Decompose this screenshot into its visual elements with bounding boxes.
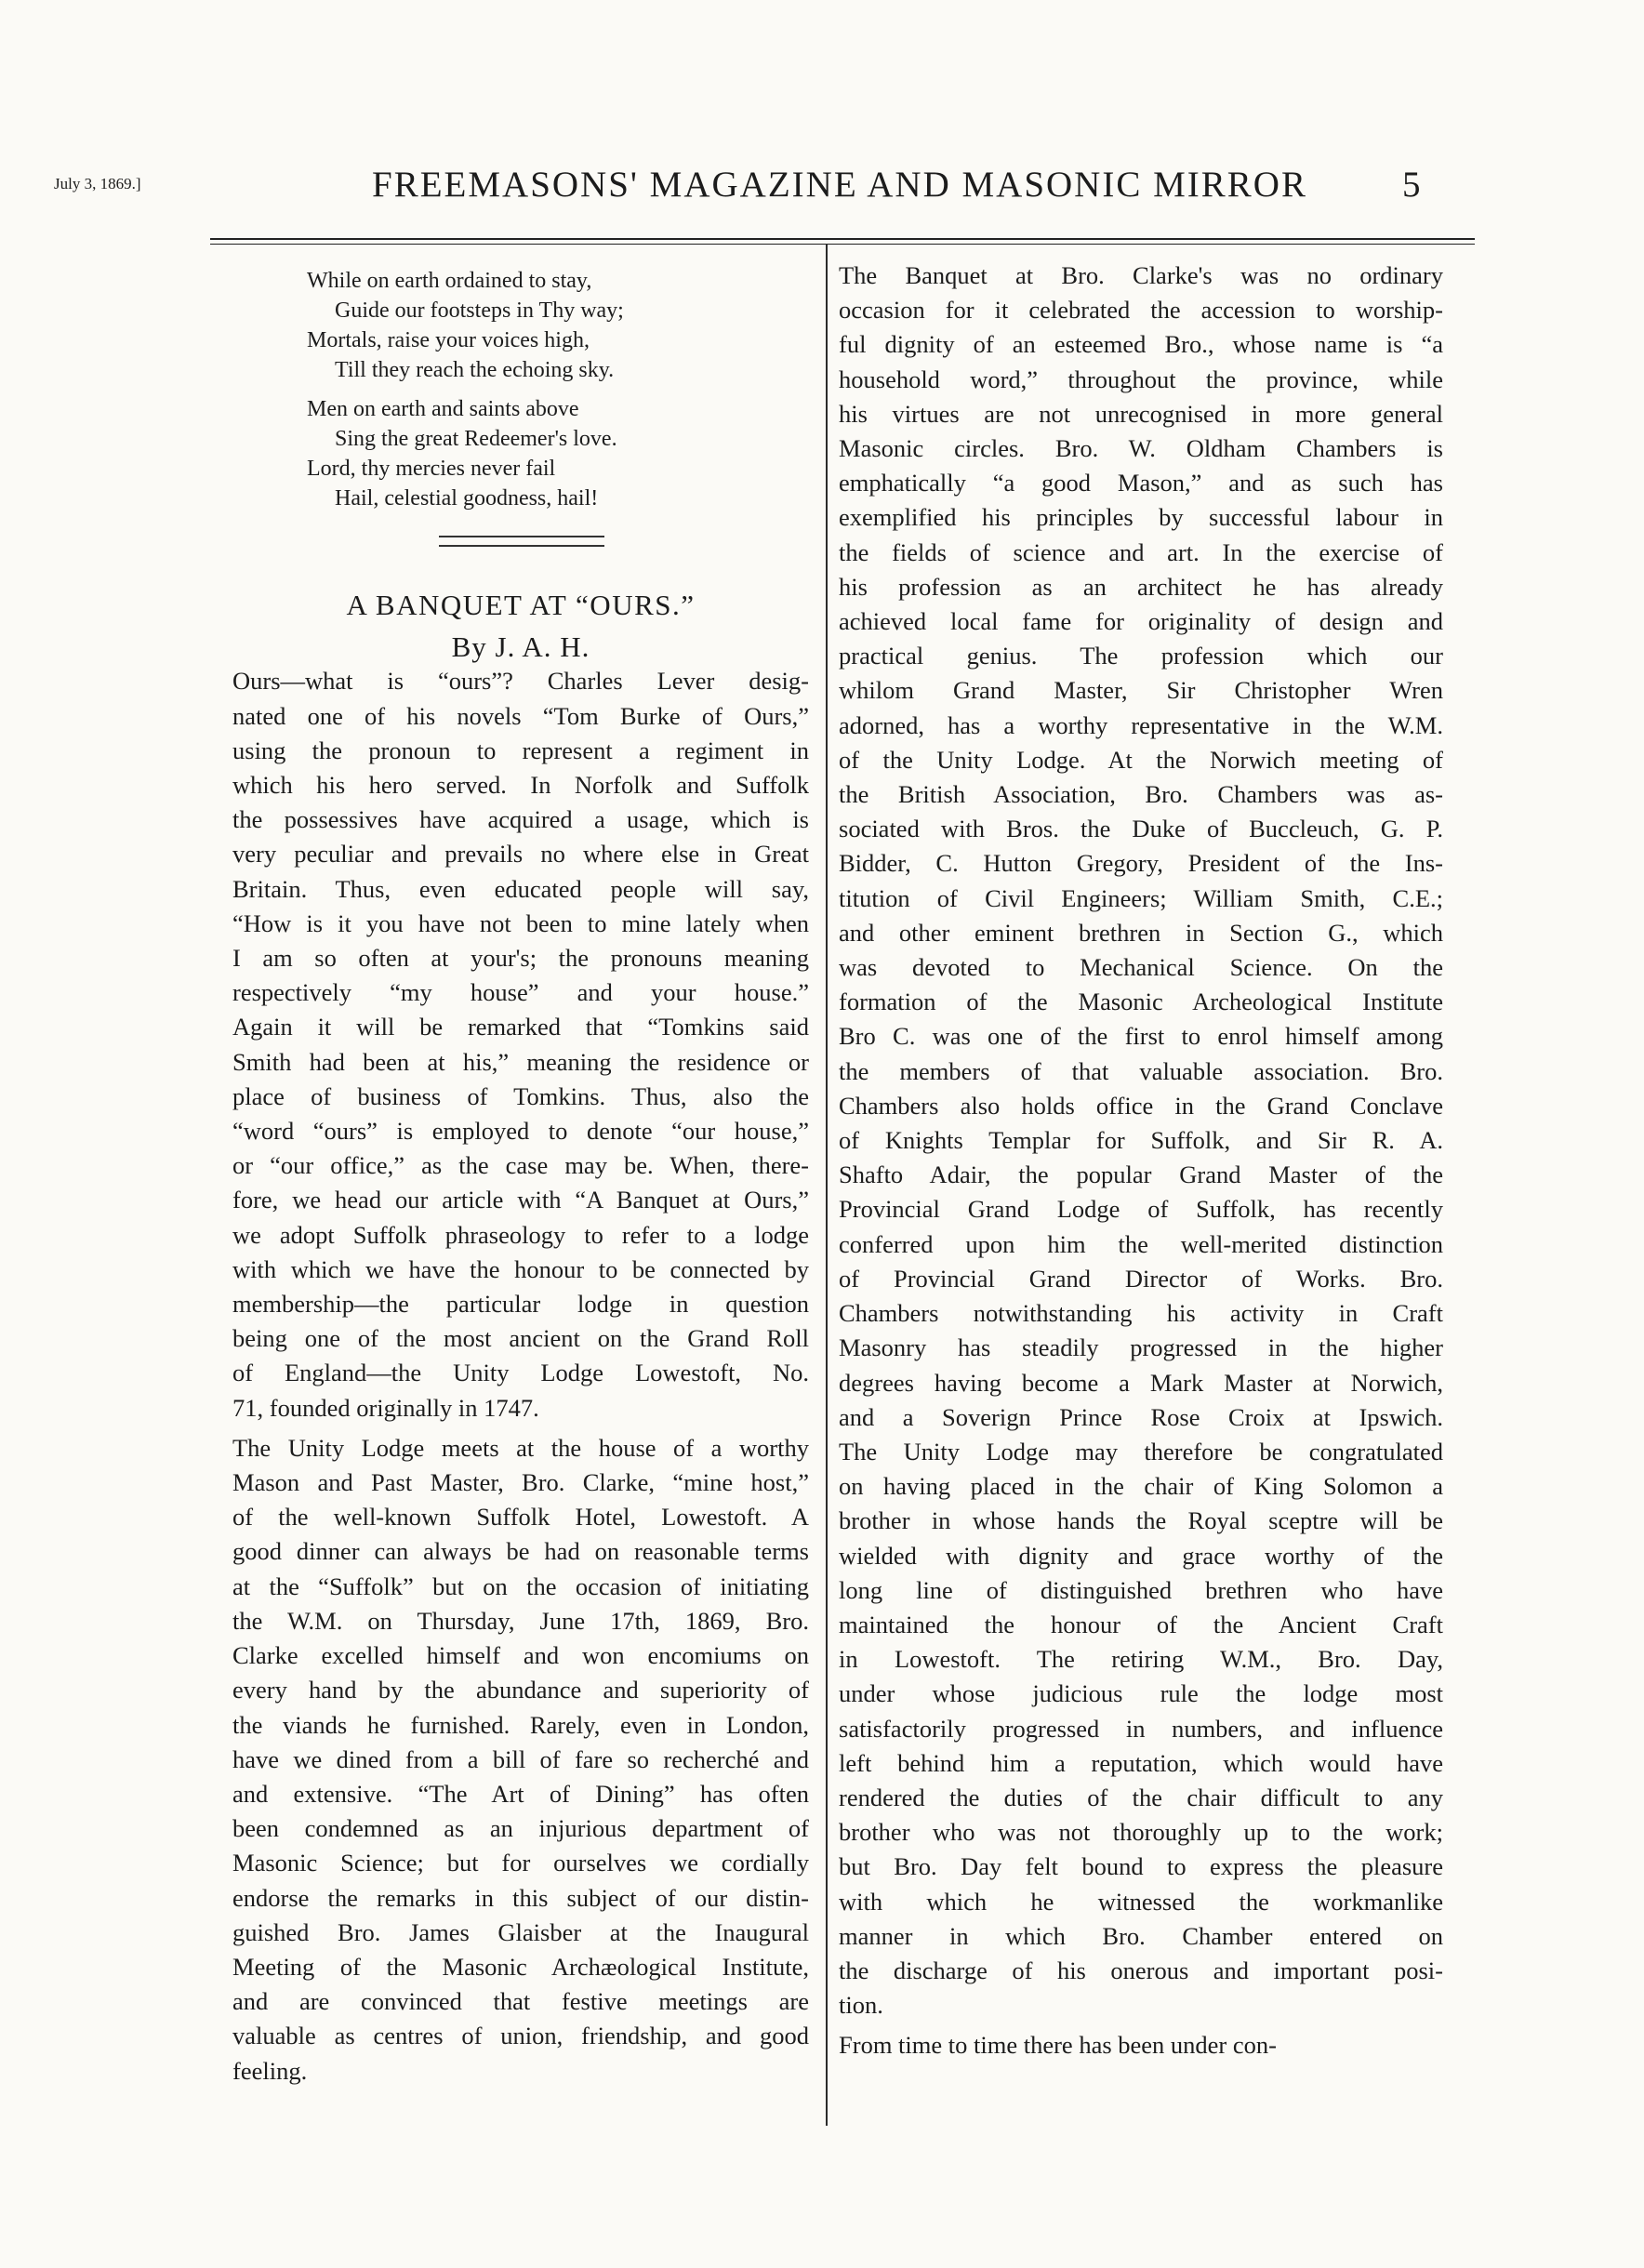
poem-line: Sing the great Redeemer's love. bbox=[335, 427, 617, 451]
text-line: achieved local fame for originality of design and bbox=[839, 607, 1443, 636]
text-line: From time to time there has been under con- bbox=[839, 2031, 1277, 2060]
poem-line: Men on earth and saints above bbox=[307, 397, 579, 421]
text-line: conferred upon him the well-merited distinction bbox=[839, 1229, 1443, 1258]
text-line: and other eminent brethren in Section G., which bbox=[839, 918, 1443, 947]
text-line: every hand by the abundance and superiority of bbox=[232, 1676, 809, 1704]
text-line: emphatically “a good Mason,” and as such has bbox=[839, 469, 1443, 497]
text-line: Again it will be remarked that “Tomkins said bbox=[232, 1013, 809, 1041]
text-line: maintained the honour of the Ancient Craft bbox=[839, 1610, 1443, 1638]
text-line: The Unity Lodge may therefore be congratulated bbox=[839, 1437, 1443, 1466]
text-line: fore, we head our article with “A Banquet at Ours,” bbox=[232, 1186, 809, 1214]
text-line: of the well-known Suffolk Hotel, Lowestoft. A bbox=[232, 1503, 809, 1532]
magazine-title: FREEMASONS' MAGAZINE AND MASONIC MIRROR bbox=[372, 165, 1307, 205]
text-line: and are convinced that festive meetings are bbox=[232, 1987, 809, 2016]
page-number: 5 bbox=[1402, 165, 1421, 205]
text-line: the possessives have acquired a usage, which is bbox=[232, 805, 809, 834]
text-line: using the pronoun to represent a regiment in bbox=[232, 736, 809, 764]
text-line: the fields of science and art. In the exercise of bbox=[839, 537, 1443, 566]
text-line: exemplified his principles by successful labour in bbox=[839, 503, 1443, 532]
text-line: the members of that valuable association. Bro. bbox=[839, 1056, 1443, 1085]
text-line: “How is it you have not been to mine lately when bbox=[232, 909, 809, 937]
text-line: been condemned as an injurious department of bbox=[232, 1814, 809, 1843]
text-line: of the Unity Lodge. At the Norwich meeting of bbox=[839, 745, 1443, 774]
article-byline: By J. A. H. bbox=[451, 630, 590, 664]
text-line: sociated with Bros. the Duke of Buccleuch, G. P. bbox=[839, 815, 1443, 843]
text-line: Bidder, C. Hutton Gregory, President of the Ins- bbox=[839, 849, 1443, 878]
column-divider bbox=[826, 244, 828, 2126]
text-line: “word “ours” is employed to denote “our house,” bbox=[232, 1117, 809, 1146]
text-line: brother in whose hands the Royal sceptre will be bbox=[839, 1506, 1443, 1535]
poem-line: Mortals, raise your voices high, bbox=[307, 328, 590, 352]
poem-line: Hail, celestial goodness, hail! bbox=[335, 486, 599, 511]
text-line: Mason and Past Master, Bro. Clarke, “mine host,” bbox=[232, 1468, 809, 1497]
text-line: whilom Grand Master, Sir Christopher Wren bbox=[839, 676, 1443, 705]
text-line: of Provincial Grand Director of Works. Bro. bbox=[839, 1264, 1443, 1293]
text-line: manner in which Bro. Chamber entered on bbox=[839, 1921, 1443, 1950]
text-line: brother who was not thoroughly up to the work; bbox=[839, 1818, 1443, 1847]
text-line: 71, founded originally in 1747. bbox=[232, 1393, 539, 1422]
text-line: practical genius. The profession which our bbox=[839, 642, 1443, 670]
text-line: wielded with dignity and grace worthy of the bbox=[839, 1541, 1443, 1570]
issue-date: July 3, 1869.] bbox=[54, 175, 141, 192]
text-line: satisfactorily progressed in numbers, and influence bbox=[839, 1714, 1443, 1743]
text-line: endorse the remarks in this subject of our distin- bbox=[232, 1883, 809, 1912]
text-line: membership—the particular lodge in question bbox=[232, 1290, 809, 1319]
text-line: which his hero served. In Norfolk and Suffolk bbox=[232, 771, 809, 800]
text-line: ful dignity of an esteemed Bro., whose name is “a bbox=[839, 330, 1443, 359]
text-line: Britain. Thus, even educated people will say, bbox=[232, 874, 809, 903]
poem bbox=[307, 266, 809, 513]
text-line: long line of distinguished brethren who have bbox=[839, 1575, 1443, 1604]
poem-line: While on earth ordained to stay, bbox=[307, 269, 592, 293]
poem-line: Till they reach the echoing sky. bbox=[335, 358, 615, 382]
text-line: his virtues are not unrecognised in more general bbox=[839, 399, 1443, 428]
text-line: titution of Civil Engineers; William Smith, C.E.; bbox=[839, 883, 1443, 912]
text-line: Masonic circles. Bro. W. Oldham Chambers is bbox=[839, 434, 1443, 463]
text-line: and extensive. “The Art of Dining” has often bbox=[232, 1779, 809, 1808]
text-line: the British Association, Bro. Chambers was as- bbox=[839, 780, 1443, 809]
poem-line: Lord, thy mercies never fail bbox=[307, 457, 556, 481]
text-line: the discharge of his onerous and important posi- bbox=[839, 1956, 1443, 1984]
text-line: with which we have the honour to be connected by bbox=[232, 1254, 809, 1283]
text-line: Provincial Grand Lodge of Suffolk, has recently bbox=[839, 1195, 1443, 1224]
text-line: guished Bro. James Glaisber at the Inaugural bbox=[232, 1917, 809, 1946]
text-line: Ours—what is “ours”? Charles Lever desig- bbox=[232, 667, 809, 696]
text-line: on having placed in the chair of King Solomon a bbox=[839, 1472, 1443, 1501]
poem-line: Guide our footsteps in Thy way; bbox=[335, 298, 624, 323]
text-line: Masonry has steadily progressed in the higher bbox=[839, 1333, 1443, 1362]
text-line: with which he witnessed the workmanlike bbox=[839, 1887, 1443, 1916]
text-line: Bro C. was one of the first to enrol himself among bbox=[839, 1022, 1443, 1051]
article-title: A BANQUET AT “OURS.” bbox=[346, 589, 696, 621]
text-line: I am so often at your's; the pronouns meaning bbox=[232, 944, 809, 973]
text-line: Chambers also holds office in the Grand Conclave bbox=[839, 1091, 1443, 1120]
text-line: Masonic Science; but for ourselves we cordially bbox=[232, 1849, 809, 1877]
text-line: formation of the Masonic Archeological Institute bbox=[839, 988, 1443, 1016]
text-line: degrees having become a Mark Master at Norwich, bbox=[839, 1368, 1443, 1397]
text-line: feeling. bbox=[232, 2056, 308, 2085]
text-line: but Bro. Day felt bound to express the pleasure bbox=[839, 1852, 1443, 1881]
text-line: nated one of his novels “Tom Burke of Ours,” bbox=[232, 701, 809, 730]
right-column bbox=[839, 259, 1443, 2063]
text-line: tion. bbox=[839, 1991, 883, 2020]
header-rule-thin bbox=[210, 244, 1475, 245]
text-line: The Unity Lodge meets at the house of a worthy bbox=[232, 1433, 809, 1462]
left-column-text bbox=[232, 664, 809, 2088]
right-column-text bbox=[839, 259, 1443, 2063]
text-line: very peculiar and prevails no where else in Great bbox=[232, 840, 809, 869]
text-line: of Knights Templar for Suffolk, and Sir R. A. bbox=[839, 1126, 1443, 1155]
left-column bbox=[232, 259, 809, 2089]
text-line: the viands he furnished. Rarely, even in London, bbox=[232, 1710, 809, 1739]
text-line: good dinner can always be had on reasonable terms bbox=[232, 1537, 809, 1566]
text-line: of England—the Unity Lodge Lowestoft, No. bbox=[232, 1359, 809, 1387]
text-line: or “our office,” as the case may be. When, there- bbox=[232, 1151, 809, 1180]
text-line: household word,” throughout the province, while bbox=[839, 365, 1443, 393]
text-line: his profession as an architect he has already bbox=[839, 572, 1443, 601]
text-line: The Banquet at Bro. Clarke's was no ordinary bbox=[839, 261, 1443, 289]
text-line: we adopt Suffolk phraseology to refer to a lodge bbox=[232, 1220, 809, 1249]
text-line: valuable as centres of union, friendship, and good bbox=[232, 2022, 809, 2050]
text-line: under whose judicious rule the lodge most bbox=[839, 1679, 1443, 1708]
text-line: adorned, has a worthy representative in the W.M. bbox=[839, 710, 1443, 739]
text-line: the W.M. on Thursday, June 17th, 1869, Bro. bbox=[232, 1606, 809, 1635]
text-line: Meeting of the Masonic Archæological Institute, bbox=[232, 1952, 809, 1981]
text-line: place of business of Tomkins. Thus, also the bbox=[232, 1081, 809, 1110]
text-line: Shafto Adair, the popular Grand Master of the bbox=[839, 1161, 1443, 1189]
text-line: Clarke excelled himself and won encomiums on bbox=[232, 1641, 809, 1670]
text-line: have we dined from a bill of fare so recherché and bbox=[232, 1744, 809, 1773]
text-line: respectively “my house” and your house.” bbox=[232, 978, 809, 1007]
text-line: occasion for it celebrated the accession to worship- bbox=[839, 296, 1443, 325]
text-line: rendered the duties of the chair difficult to any bbox=[839, 1783, 1443, 1811]
header-rule bbox=[210, 238, 1475, 240]
text-line: was devoted to Mechanical Science. On the bbox=[839, 953, 1443, 982]
text-line: and a Soverign Prince Rose Croix at Ipswich. bbox=[839, 1402, 1443, 1431]
text-line: Smith had been at his,” meaning the residence or bbox=[232, 1047, 809, 1076]
text-line: left behind him a reputation, which would have bbox=[839, 1748, 1443, 1777]
text-line: at the “Suffolk” but on the occasion of initiating bbox=[232, 1572, 809, 1600]
text-line: in Lowestoft. The retiring W.M., Bro. Day, bbox=[839, 1645, 1443, 1674]
section-divider bbox=[439, 536, 604, 547]
text-line: Chambers notwithstanding his activity in Craft bbox=[839, 1299, 1443, 1328]
text-line: being one of the most ancient on the Grand Roll bbox=[232, 1324, 809, 1353]
